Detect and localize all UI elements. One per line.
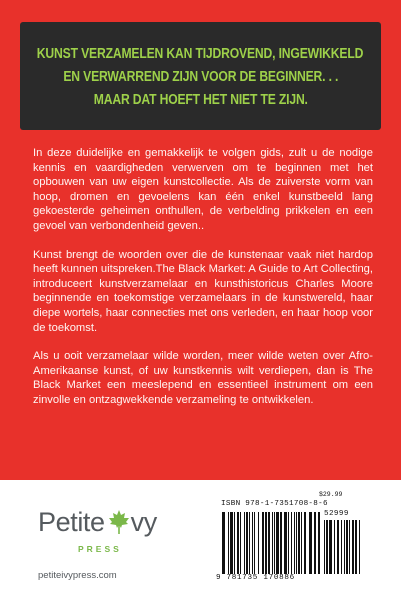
ean-digits: 9 781735 170886 bbox=[216, 574, 295, 582]
barcode-bar bbox=[344, 520, 345, 574]
barcode-price: $29.99 bbox=[319, 491, 343, 498]
isbn-barcode bbox=[216, 490, 364, 584]
tagline-banner bbox=[20, 22, 381, 130]
barcode-bar bbox=[324, 520, 325, 574]
barcode-bar bbox=[234, 512, 235, 574]
blurb-paragraph-3: Als u ooit verzamelaar wilde worden, meer wilde weten over Afro-Amerikaanse kunst, of uw kunstkennis wilt verdiepen, dan is The Black Market een meeslepend en essentieel instrument om een zinvolle en ontzagwekkende verzameling te ontwikkelen. bbox=[33, 350, 373, 406]
barcode-bar bbox=[284, 512, 287, 574]
barcode-bar bbox=[254, 512, 255, 574]
barcode-bar bbox=[291, 512, 292, 574]
blurb-paragraph-1: In deze duidelijke en gemakkelijk te volgen gids, zult u de nodige kennis en vaardigheden verwerven om te beginnen met het opbouwen van uw eigen kunstcollectie. Als de zuiverste vorm van hoop, dromen en gevoelens kan één enkel kunstbeeld lang gekoesterde geheimen onthullen, de verbelding prikkelen en een gevoel van verbondenheid geven.. bbox=[33, 147, 373, 232]
barcode-bar bbox=[301, 512, 302, 574]
barcode-bar bbox=[304, 512, 306, 574]
cover-footer bbox=[0, 480, 401, 593]
barcode-bar bbox=[237, 512, 239, 574]
publisher-imprint: PRESS bbox=[78, 544, 122, 554]
barcode-bar bbox=[329, 520, 332, 574]
logo-word-ivy: vy bbox=[130, 506, 157, 537]
tagline-line-1: KUNST VERZAMELEN KAN TIJDROVEND, INGEWIKKELD bbox=[37, 44, 364, 62]
barcode-bar bbox=[298, 512, 300, 574]
barcode-bar bbox=[355, 520, 357, 574]
ivy-leaf-icon bbox=[108, 509, 130, 535]
barcode-bar bbox=[246, 512, 248, 574]
barcode-bar bbox=[326, 520, 328, 574]
barcode-bar bbox=[240, 512, 241, 574]
publisher-logo bbox=[38, 505, 157, 539]
barcode-bar bbox=[352, 520, 354, 574]
barcode-bar bbox=[341, 520, 342, 574]
logo-word-petite: Petite bbox=[38, 506, 105, 537]
barcode-bar bbox=[258, 512, 259, 574]
tagline-line-3: MAAR DAT HOEFT HET NIET TE ZIJN. bbox=[93, 90, 308, 108]
barcode-bar bbox=[294, 512, 295, 574]
barcode-bar bbox=[318, 512, 320, 574]
barcode-bar bbox=[288, 512, 289, 574]
addon-code: 52999 bbox=[324, 510, 349, 518]
barcode-bar bbox=[349, 520, 350, 574]
blurb-text bbox=[33, 146, 373, 408]
tagline-line-2: EN VERWARREND ZIJN VOOR DE BEGINNER. . . bbox=[63, 67, 338, 85]
barcode-bar bbox=[346, 520, 348, 574]
barcode-bar bbox=[262, 512, 264, 574]
ean-barcode-bars bbox=[222, 512, 320, 574]
barcode-bar bbox=[276, 512, 279, 574]
barcode-bar bbox=[252, 512, 253, 574]
barcode-bar bbox=[230, 512, 233, 574]
barcode-bar bbox=[334, 520, 335, 574]
barcode-bar bbox=[337, 520, 339, 574]
barcode-bar bbox=[280, 512, 282, 574]
isbn-label: ISBN 978-1-7351708-8-6 bbox=[221, 500, 328, 508]
barcode-bar bbox=[265, 512, 267, 574]
barcode-bar bbox=[359, 520, 360, 574]
barcode-bar bbox=[222, 512, 225, 574]
publisher-website: petiteivypress.com bbox=[38, 570, 117, 581]
barcode-bar bbox=[314, 512, 316, 574]
barcode-bar bbox=[272, 512, 273, 574]
barcode-bar bbox=[268, 512, 270, 574]
addon-barcode-bars bbox=[324, 520, 362, 574]
barcode-bar bbox=[296, 512, 297, 574]
blurb-paragraph-2: Kunst brengt de woorden over die de kunstenaar vaak niet hardop heeft kunnen uitspreken.The Black Market: A Guide to Art Collecting, introduceert kunstverzamelaar en kunsthistoricus Charles Moore beginnende en toekomstige verzamelaars in de kunstwereld, haar diepe wortels, haar connecties met ons verleden, en haar hoop voor de toekomst. bbox=[33, 248, 373, 334]
barcode-bar bbox=[228, 512, 229, 574]
barcode-bar bbox=[249, 512, 250, 574]
barcode-bar bbox=[244, 512, 245, 574]
barcode-bar bbox=[309, 512, 312, 574]
barcode-bar bbox=[274, 512, 275, 574]
